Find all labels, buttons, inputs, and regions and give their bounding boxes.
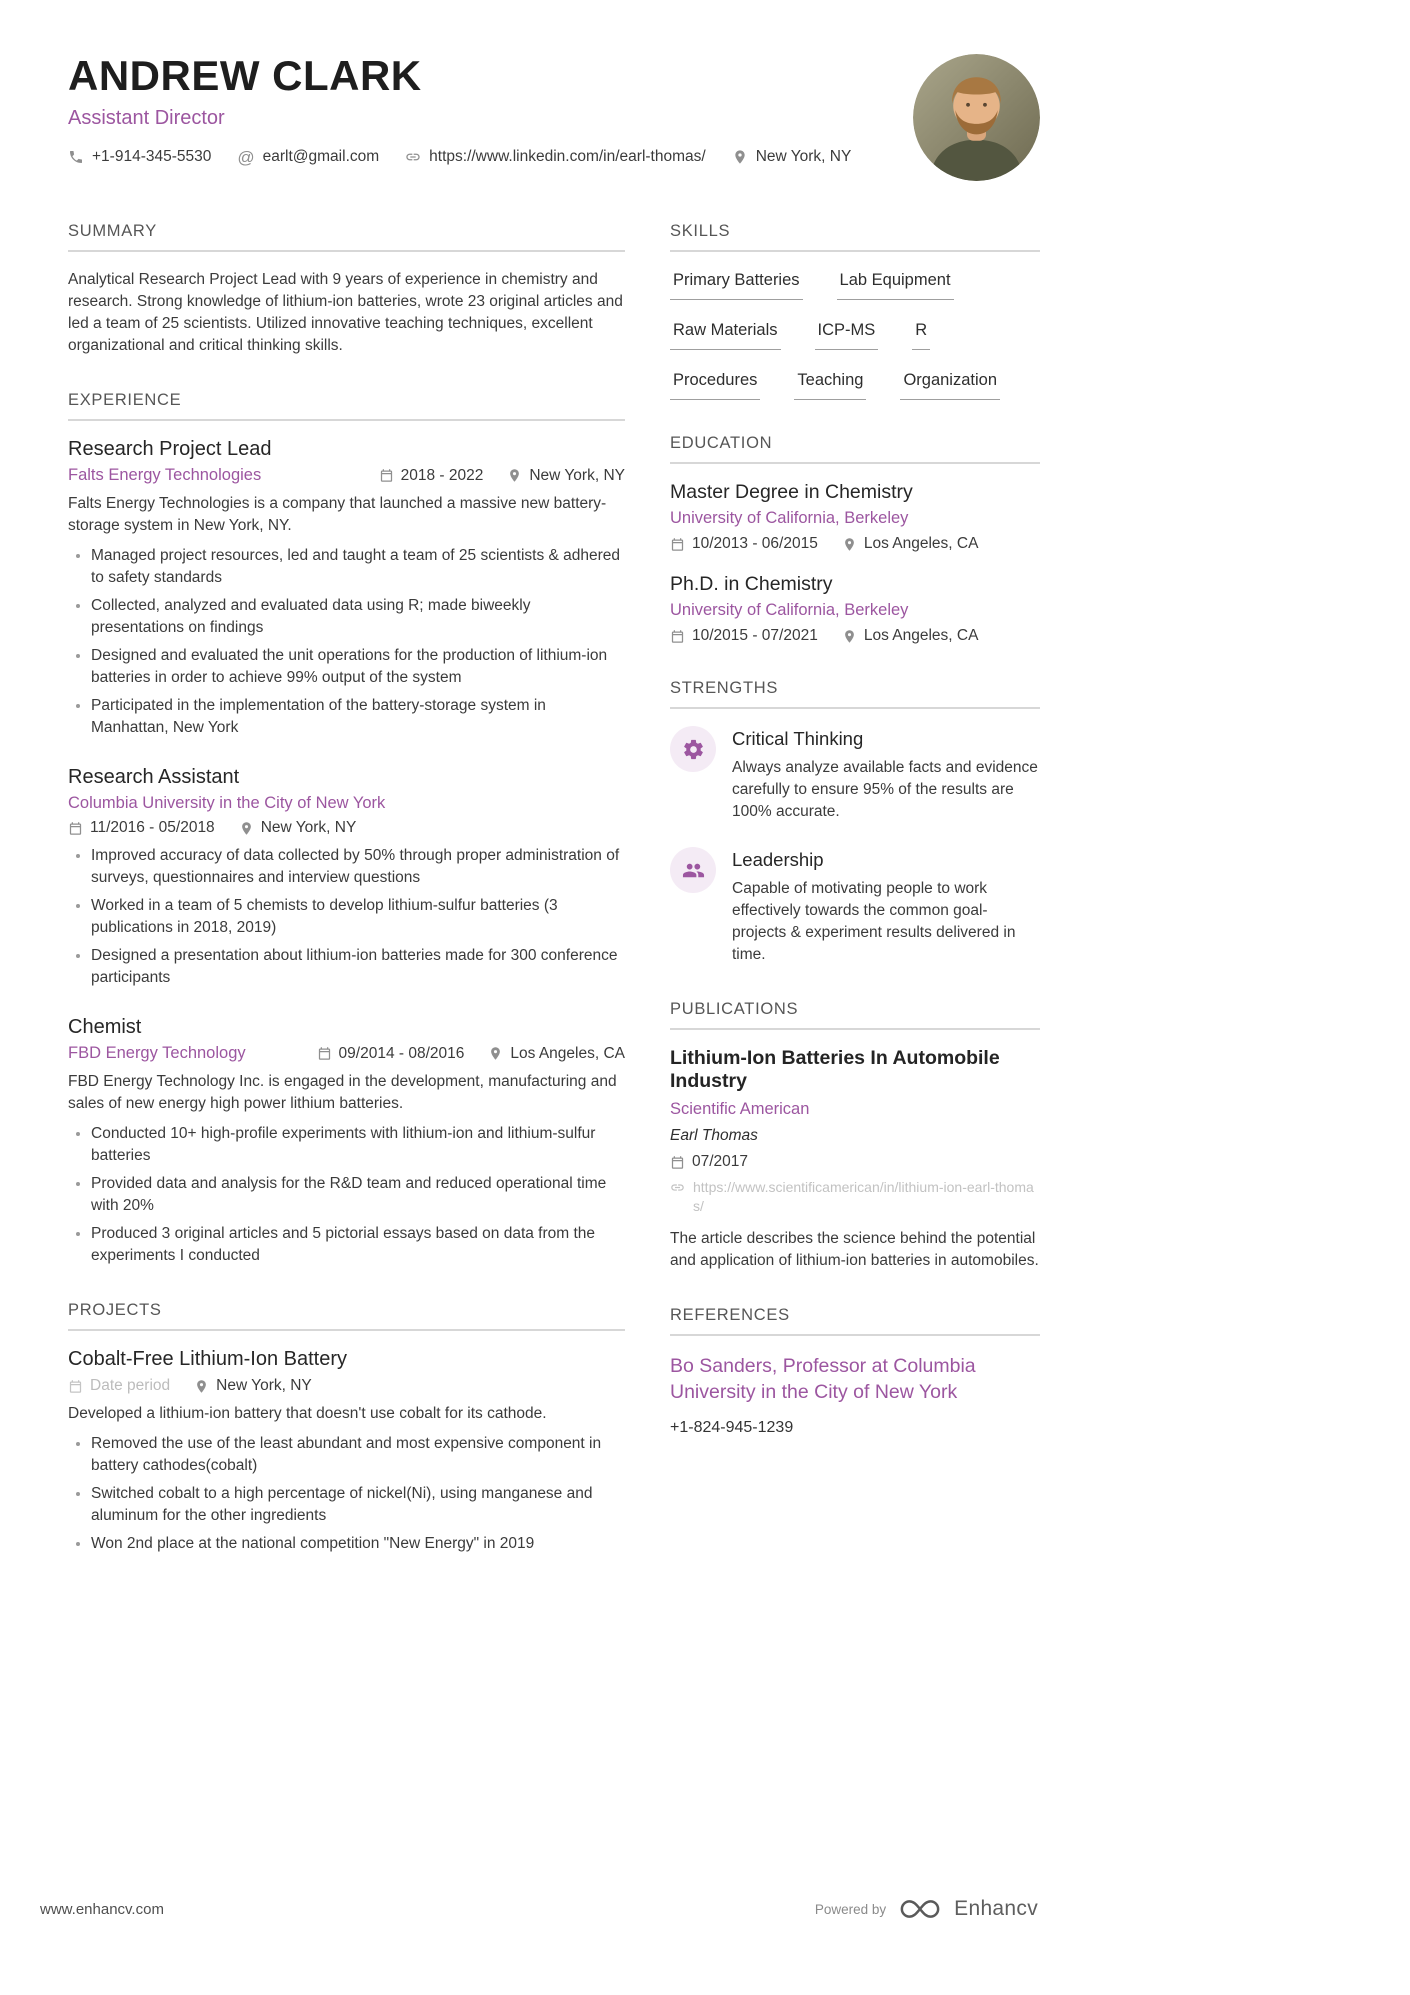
publication-date (670, 1153, 748, 1171)
linkedin-url: https://www.linkedin.com/in/earl-thomas/ (429, 148, 706, 165)
publication-link[interactable] (670, 1178, 1040, 1216)
experience-entry (68, 1016, 625, 1267)
entry-description: Falts Energy Technologies is a company that launched a massive new battery-storage system in New York, NY. (68, 495, 607, 534)
project-location (194, 1377, 312, 1395)
experience-section (68, 391, 625, 1267)
entry-title: Research Assistant (68, 766, 240, 788)
skill-tag: R (912, 321, 930, 350)
project-title: Cobalt-Free Lithium-Ion Battery (68, 1348, 348, 1370)
education-entry (670, 573, 1040, 645)
enhancv-site-link[interactable]: www.enhancv.com (40, 1900, 164, 1918)
left-column (68, 222, 625, 1589)
education-date-location (670, 627, 1040, 645)
strengths-heading: STRENGTHS (670, 679, 1040, 709)
bullet-item: Designed a presentation about lithium-ion batteries made for 300 conference participants (68, 945, 625, 989)
email-icon: @ (237, 147, 255, 167)
publications-heading: PUBLICATIONS (670, 1000, 1040, 1030)
calendar-icon (68, 821, 83, 836)
powered-by-label: Powered by (814, 1901, 887, 1917)
location-pin-icon (194, 1379, 209, 1394)
strength-text: Always analyze available facts and evidence carefully to ensure 95% of the results are 100% accurate. (732, 759, 1038, 820)
education-location-text: Los Angeles, CA (863, 535, 979, 552)
strength-text: Capable of motivating people to work effectively towards the common goal-projects & experiment results delivered in time. (732, 880, 1016, 963)
entry-title: Research Project Lead (68, 438, 272, 460)
location-contact (732, 148, 852, 166)
resume-content (68, 52, 1040, 1589)
calendar-icon (379, 468, 394, 483)
experience-heading: EXPERIENCE (68, 391, 625, 421)
strength-body (732, 847, 1040, 966)
location-pin-icon (842, 537, 857, 552)
entry-location-text: New York, NY (529, 466, 625, 484)
publication-publisher: Scientific American (670, 1100, 810, 1118)
location-pin-icon (842, 629, 857, 644)
education-location-text: Los Angeles, CA (863, 627, 979, 644)
references-section (670, 1306, 1040, 1438)
bullet-item: Won 2nd place at the national competition "New Energy" in 2019 (68, 1533, 625, 1555)
degree-title: Master Degree in Chemistry (670, 481, 913, 503)
enhancv-logo-icon (899, 1898, 941, 1920)
skill-list (670, 269, 1040, 400)
entry-date-text: 11/2016 - 05/2018 (90, 819, 215, 836)
strength-item (670, 847, 1040, 966)
publication-author: Earl Thomas (670, 1127, 758, 1144)
enhancv-brand-name: Enhancv (954, 1897, 1038, 1920)
bullet-item: Designed and evaluated the unit operations for the production of lithium-ion batteries in order to achieve 99% output of the system (68, 645, 625, 689)
calendar-icon (670, 1155, 685, 1170)
education-entry (670, 481, 1040, 553)
entry-date-location (317, 1045, 625, 1063)
project-entry (68, 1348, 625, 1555)
skill-tag: Primary Batteries (670, 271, 803, 300)
publication-date-row (670, 1153, 1040, 1171)
gears-icon (670, 726, 716, 772)
education-date-text: 10/2015 - 07/2021 (692, 627, 818, 644)
bullet-item: Worked in a team of 5 chemists to develop lithium-sulfur batteries (3 publications in 2018, 2019) (68, 895, 625, 939)
strength-title: Leadership (732, 849, 824, 870)
entry-meta-row (68, 466, 625, 485)
entry-meta-row (68, 1044, 625, 1063)
projects-section (68, 1301, 625, 1555)
people-icon (670, 847, 716, 893)
skill-tag: Procedures (670, 371, 760, 400)
skill-tag: Raw Materials (670, 321, 781, 350)
education-date (670, 627, 818, 645)
calendar-icon (670, 629, 685, 644)
reference-name: Bo Sanders, Professor at Columbia University in the City of New York (670, 1354, 976, 1404)
contact-row (68, 148, 1040, 166)
experience-entry (68, 438, 625, 739)
entry-location-text: Los Angeles, CA (510, 1044, 625, 1062)
skill-tag: Teaching (794, 371, 866, 400)
publications-section (670, 1000, 1040, 1272)
entry-date (317, 1045, 465, 1063)
degree-title: Ph.D. in Chemistry (670, 573, 833, 595)
bullet-item: Improved accuracy of data collected by 50% through proper administration of surveys, questionnaires and interview questions (68, 845, 625, 889)
location-pin-icon (732, 149, 748, 165)
entry-location (239, 819, 357, 837)
skill-tag: ICP-MS (815, 321, 879, 350)
phone-icon (68, 149, 84, 165)
location-text: New York, NY (755, 148, 852, 165)
bullet-item: Produced 3 original articles and 5 pictorial essays based on data from the experiments I conducted (68, 1223, 625, 1267)
email-address: earlt@gmail.com (262, 148, 380, 165)
link-icon (405, 149, 421, 165)
avatar (913, 54, 1040, 181)
bullet-item: Collected, analyzed and evaluated data using R; made biweekly presentations on findings (68, 595, 625, 639)
two-column-layout (68, 222, 1040, 1589)
entry-date-text: 09/2014 - 08/2016 (338, 1044, 465, 1062)
skill-tag: Organization (900, 371, 1000, 400)
education-date (670, 535, 818, 553)
education-date-text: 10/2013 - 06/2015 (692, 535, 818, 552)
bullet-item: Managed project resources, led and taught a team of 25 scientists & adhered to safety standards (68, 545, 625, 589)
experience-entry (68, 766, 625, 989)
publication-title: Lithium-Ion Batteries In Automobile Industry (670, 1047, 1000, 1092)
entry-date (379, 467, 484, 485)
entry-company: FBD Energy Technology (68, 1044, 246, 1062)
calendar-icon (317, 1046, 332, 1061)
bullet-item: Switched cobalt to a high percentage of nickel(Ni), using manganese and aluminum for the other ingredients (68, 1483, 625, 1527)
strength-body (732, 726, 1040, 823)
entry-title: Chemist (68, 1016, 142, 1038)
project-date-placeholder[interactable] (68, 1377, 170, 1395)
entry-date-location (379, 467, 625, 485)
entry-location (507, 467, 625, 485)
project-date-location (68, 1377, 625, 1395)
project-bullets (68, 1433, 625, 1555)
skills-heading: SKILLS (670, 222, 1040, 252)
avatar-portrait-illustration (913, 54, 1040, 181)
calendar-icon (68, 1379, 83, 1394)
projects-heading: PROJECTS (68, 1301, 625, 1331)
skills-section (670, 222, 1040, 400)
right-column (670, 222, 1040, 1471)
school-name: University of California, Berkeley (670, 509, 909, 527)
reference-phone: +1-824-945-1239 (670, 1419, 794, 1437)
summary-heading: SUMMARY (68, 222, 625, 252)
entry-bullets (68, 1123, 625, 1267)
education-location (842, 627, 979, 645)
bullet-item: Conducted 10+ high-profile experiments with lithium-ion and lithium-sulfur batteries (68, 1123, 625, 1167)
entry-bullets (68, 845, 625, 989)
entry-location (488, 1045, 625, 1063)
bullet-item: Provided data and analysis for the R&D team and reduced operational time with 20% (68, 1173, 625, 1217)
education-location (842, 535, 979, 553)
education-date-location (670, 535, 1040, 553)
entry-date (68, 819, 215, 837)
education-heading: EDUCATION (670, 434, 1040, 464)
linkedin-contact[interactable] (405, 148, 706, 166)
entry-company: Columbia University in the City of New York (68, 794, 386, 812)
footer (40, 1897, 1038, 1921)
references-heading: REFERENCES (670, 1306, 1040, 1336)
phone-number: +1-914-345-5530 (92, 148, 212, 165)
project-date-text: Date period (90, 1377, 171, 1394)
entry-location-text: New York, NY (260, 819, 357, 836)
location-pin-icon (507, 468, 522, 483)
summary-text: Analytical Research Project Lead with 9 years of experience in chemistry and research. Strong knowledge of lithium-ion batteries, wrote 23 original articles and led a team of 25 scientists. Utilized innovative teaching techniques, excellent organizational and critical thinking skills. (68, 271, 623, 354)
publication-description: The article describes the science behind the potential and application of lithium-ion batteries in automobiles. (670, 1229, 1039, 1269)
publication-url-text: https://www.scientificamerican/in/lithium-ion-earl-thomas/ (693, 1179, 1034, 1214)
entry-date-text: 2018 - 2022 (400, 466, 484, 484)
strength-item (670, 726, 1040, 823)
location-pin-icon (239, 821, 254, 836)
person-job-title: Assistant Director (68, 107, 225, 129)
school-name: University of California, Berkeley (670, 601, 909, 619)
entry-date-location (68, 819, 625, 837)
entry-description: FBD Energy Technology Inc. is engaged in the development, manufacturing and sales of new energy high power lithium batteries. (68, 1073, 617, 1112)
header (68, 52, 1040, 182)
strengths-section (670, 679, 1040, 966)
email-contact[interactable] (237, 148, 379, 166)
link-icon (670, 1180, 685, 1195)
project-description: Developed a lithium-ion battery that doesn't use cobalt for its cathode. (68, 1405, 547, 1422)
calendar-icon (670, 537, 685, 552)
entry-company: Falts Energy Technologies (68, 466, 262, 484)
education-section (670, 434, 1040, 645)
project-location-text: New York, NY (216, 1377, 312, 1394)
entry-bullets (68, 545, 625, 739)
powered-by-group (815, 1897, 1038, 1921)
summary-section (68, 222, 625, 357)
strength-title: Critical Thinking (732, 728, 864, 749)
publication-date-text: 07/2017 (692, 1153, 749, 1170)
bullet-item: Participated in the implementation of the battery-storage system in Manhattan, New York (68, 695, 625, 739)
skill-tag: Lab Equipment (837, 271, 954, 300)
person-name: ANDREW CLARK (68, 52, 422, 99)
phone-contact (68, 148, 211, 166)
location-pin-icon (488, 1046, 503, 1061)
bullet-item: Removed the use of the least abundant and most expensive component in battery cathodes(cobalt) (68, 1433, 625, 1477)
